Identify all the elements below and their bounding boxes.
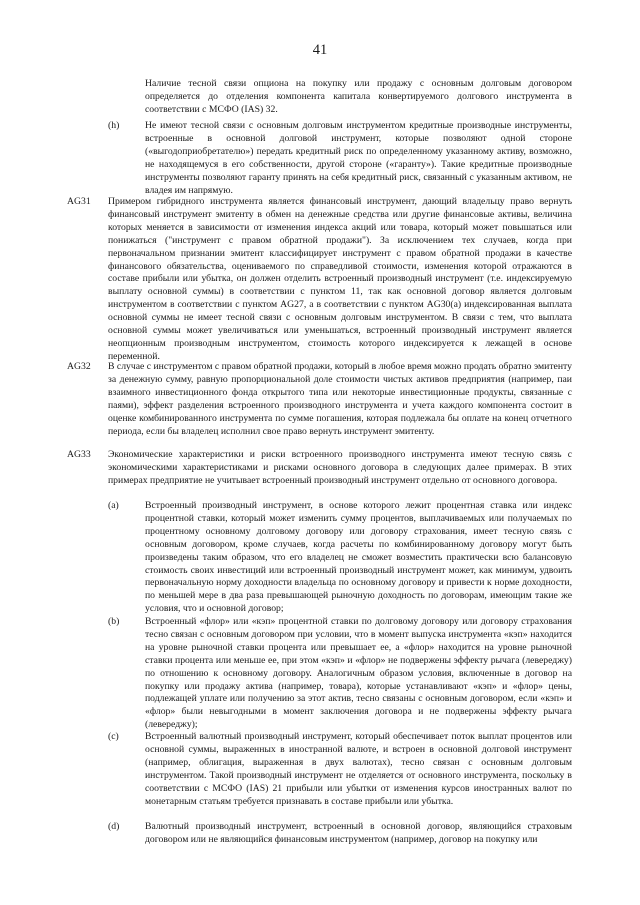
page-number: 41 <box>312 42 328 58</box>
item-d-label: (d) <box>108 821 120 832</box>
item-c-label: (c) <box>108 731 119 742</box>
item-h-text: Не имеют тесной связи с основным долговым инструментом кредитные производные инструменты, встроенные в основной долговой инструмент, которые позволяют одной стороне («выгодоприобретателю») передать кредитный риск по определенному указанному активу, возможно, не находящемуся в его собственности, другой стороне («гаранту»). Такие кредитные производные инструменты позволяют гаранту принять на себя кредитный риск, связанный с указанным активом, не владея им напрямую. <box>145 120 572 196</box>
ag33-label: AG33 <box>67 449 91 460</box>
item-a-text: Встроенный производный инструмент, в основе которого лежит процентная ставка или индекс процентной ставки, который может изменить сумму процентов, выплачиваемых или получаемых по процентному основному долговому договору или договору страхования, имеет тесную связь с основным договором, кроме случаев, когда расчеты по комбинированному договору могут быть произведены таким образом, что его владелец не сможет возместить практически всю балансовую стоимость своих инвестиций или встроенный производный инструмент может, как минимум, удвоить первоначальную норму доходности владельца по основному договору и привести к норме доходности, по меньшей мере в два раза превышающей рыночную доходность по договорам, имеющим такие же условия, что и основной договор; <box>145 500 572 615</box>
item-b-label: (b) <box>108 616 120 627</box>
item-b-text: Встроенный «флор» или «кэп» процентной ставки по долговому договору или договору страхования тесно связан с основным договором при условии, что в момент выпуска инструмента «кэп» находится на уровне рыночной ставки процента или превышает ее, а «флор» находится на уровне рыночной ставки процента или меньше ее, при этом «кэп» и «флор» не подвержены эффекту рычага (левереджу) по отношению к основному договору. Аналогичным образом условия, включенные в договор на покупку или продажу актива (например, товара), которые устанавливают «кэп» и «флор» цены, подлежащей уплате или получению за этот актив, тесно связаны с основным договором, если «кэп» и «флор» были невыгодными в момент заключения договора и не подвержены эффекту рычага (левереджу); <box>145 616 572 731</box>
continuation-paragraph: Наличие тесной связи опциона на покупку или продажу с основным долговым договором определяется до отделения компонента капитала конвертируемого долгового инструмента в соответствии с МСФО (IAS) 32. <box>145 78 572 115</box>
item-c-text: Встроенный валютный производный инструмент, который обеспечивает поток выплат процентов или основной суммы, выраженных в иностранной валюте, и встроен в основной долговой инструмент (например, облигация, выраженная в двух валютах), тесно связан с основным долговым инструментом. Такой производный инструмент не отделяется от основного инструмента, поскольку в соответствии с МСФО (IAS) 21 прибыли или убытки от изменения курсов иностранных валют по монетарным статьям требуется признавать в составе прибыли или убытка. <box>145 731 572 807</box>
ag32-text: В случае с инструментом с правом обратной продажи, который в любое время можно продать обратно эмитенту за денежную сумму, равную пропорциональной доле стоимости чистых активов предприятия (например, паи взаимного инвестиционного фонда открытого типа или некоторые инвестиционные продукты, связанные с паями), эффект разделения встроенного производного инструмента и учета каждого компонента состоит в оценке комбинированного инструмента по сумме погашения, которая подлежала бы оплате на конец отчетного периода, если бы владелец исполнил свое право вернуть инструмент эмитенту. <box>108 361 572 437</box>
ag33-text: Экономические характеристики и риски встроенного производного инструмента имеют тесную связь с экономическими характеристиками и рисками основного договора в следующих далее примерах. В этих примерах предприятие не учитывает встроенный производный инструмент отдельно от основного договора. <box>108 449 572 486</box>
ag32-label: AG32 <box>67 361 91 372</box>
item-h-label: (h) <box>108 120 120 131</box>
ag31-label: AG31 <box>67 196 91 207</box>
ag31-text: Примером гибридного инструмента является финансовый инструмент, дающий владельцу право вернуть финансовый инструмент эмитенту в обмен на денежные средства или другие финансовые активы, величина которых меняется в зависимости от изменения индекса акций или товара, который может повышаться или понижаться ("инструмент с правом обратной продажи"). За исключением тех случаев, когда при первоначальном признании эмитент классифицирует инструмент с правом обратной продажи в качестве финансового обязательства, оцениваемого по справедливой стоимости, изменения которой отражаются в составе прибыли или убытка, он должен отделить встроенный производный инструмент (т.е. индексируемую выплату основной суммы) в соответствии с пунктом 11, так как основной договор является долговым инструментом в соответствии с пунктом AG27, а в соответствии с пунктом AG30(a) индексированная выплата основной суммы не имеет тесной связи с основным долговым инструментом. В связи с тем, что выплата основной суммы может увеличиваться или уменьшаться, встроенный производный инструмент является неопционным производным инструментом, стоимость которого индексируется к лежащей в основе переменной. <box>108 196 572 362</box>
item-d-text: Валютный производный инструмент, встроенный в основной договор, являющийся страховым договором или не являющийся финансовым инструментом (например, договор на покупку или <box>145 821 572 845</box>
item-a-label: (a) <box>108 500 119 511</box>
